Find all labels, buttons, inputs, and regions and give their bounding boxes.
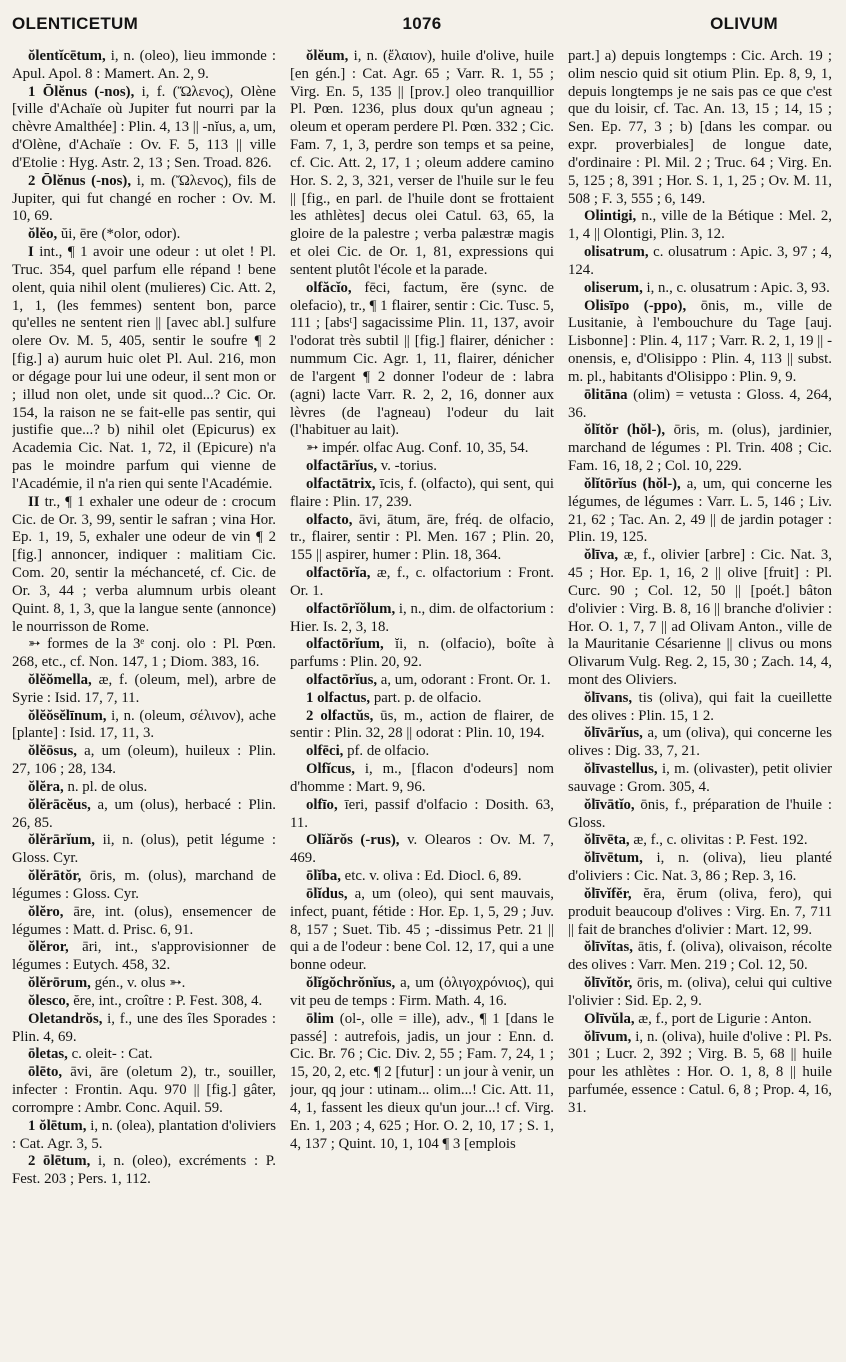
dictionary-entry <box>290 708 554 744</box>
entry-headword: ŏlīvum, <box>584 1028 632 1045</box>
entry-definition: ĕre, int., croître : P. Fest. 308, 4. <box>69 992 263 1009</box>
dictionary-entry <box>568 298 832 387</box>
entry-definition: i, n., c. olusatrum : Apic. 3, 93. <box>642 279 830 296</box>
dictionary-entry <box>568 832 832 850</box>
entry-definition: i, n. (ἔλαιον), huile d'olive, huile [en gén.] : Cat. Agr. 65 ; Varr. R. 1, 55 ; Virg. En. 5, 135 || [prov.] oleo tranquillior Pl. Pœn. 1236, plus doux qu'un agneau ; oleum et operam perdere Pl. Pœn. 332 ; Cic. Fam. 7, 1, 3, perdre son temps et sa peine, cf. Cic. Att. 2, 17, 1 ; oleum addere camino Hor. S. 2, 3, 321, verser de l'huile sur le feu || [fig., en parl. de l'huile dont se frottaient les athlètes] decus olei Catul. 63, 65, la gloire de la palestre ; verba palæstræ magis et olei Cic. de Or. 1, 81, expressions qui sentent plutôt l'école et la parade. <box>290 48 554 278</box>
entry-headword: 2 Ōlĕnus (-nos), <box>28 172 132 189</box>
dictionary-entry <box>290 868 554 886</box>
entry-definition: part.] a) depuis longtemps : Cic. Arch. 19 ; olim nescio quid sit otium Plin. Ep. 8, 9, 1, depuis longtemps je ne sais pas ce que c'est que du loisir, cf. Tac. An. 13, 15 ; 14, 15 ; Sen. Ep. 77, 3 ; b) [dans les compar. ou expr. proverbiales] de longue date, d'ordinaire : Pl. Mil. 2 ; Truc. 64 ; Virg. En. 5, 125 ; 8, 391 ; Hor. S. 1, 1, 25 ; Ov. M. 11, 508 ; F. 3, 555 ; 6, 149. <box>568 48 832 207</box>
dictionary-entry <box>568 939 832 975</box>
entry-headword: ŏlĭtōrĭus (hŏl-), <box>584 475 681 492</box>
entry-headword: 1 ŏlētum, <box>28 1117 87 1134</box>
entry-headword: Oletandrŏs, <box>28 1010 103 1027</box>
entry-definition: a, um (oliva), qui concerne les olives : Dig. 33, 7, 21. <box>568 725 832 760</box>
entry-headword: ŏlĕra, <box>28 778 64 795</box>
entry-headword: ŏlĭgŏchrŏnĭus, <box>306 975 396 992</box>
dictionary-entry <box>568 422 832 475</box>
dictionary-entry <box>12 244 276 494</box>
entry-headword: olisatrum, <box>584 244 649 261</box>
entry-headword: olfactōrĭa, <box>306 565 371 582</box>
entry-headword: ōlĭba, <box>306 868 341 885</box>
entry-headword: oliserum, <box>584 279 643 296</box>
dictionary-entry <box>568 975 832 1011</box>
entry-headword: Olĭărŏs (-rus), <box>306 832 400 849</box>
entry-definition: fēci, factum, ĕre (sync. de olefacio), tr., ¶ 1 flairer, sentir : Cic. Tusc. 5, 111 ; [absᵗ] sagacissime Plin. 11, 137, avoir l'odorat très subtil || [fig.] flairer, dénicher : nummum Cic. Agr. 1, 11, flairer, dénicher de l'argent ¶ 2 donner l'odeur de : labra (agni) lacte Varr. R. 2, 2, 16, donner aux lèvres (de l'agneau) l'odeur du lait (l'habituer au lait). <box>290 279 554 439</box>
dictionary-entry <box>568 886 832 939</box>
dictionary-entry <box>290 797 554 833</box>
dictionary-entry <box>290 761 554 797</box>
dictionary-entry <box>568 850 832 886</box>
entry-definition: a, um (olus), herbacé : Plin. 26, 85. <box>12 796 276 831</box>
entry-headword: ŏlīvārĭus, <box>584 725 643 742</box>
entry-headword: I <box>28 244 34 261</box>
entry-headword: Olīvŭla, <box>584 1010 635 1027</box>
dictionary-entry <box>12 939 276 975</box>
dictionary-entry <box>12 48 276 84</box>
dictionary-entry <box>290 743 554 761</box>
entry-definition: v. Olearos : Ov. M. 7, 469. <box>290 832 554 867</box>
dictionary-entry <box>568 690 832 726</box>
entry-headword: ŏlĕrārĭum, <box>28 832 95 849</box>
dictionary-entry <box>568 725 832 761</box>
dictionary-entry <box>12 226 276 244</box>
entry-definition: ĕra, ĕrum (oliva, fero), qui produit beaucoup d'olives : Virg. En. 7, 711 || fait de branches d'olivier : Mart. 12, 99. <box>568 885 832 938</box>
entry-headword: ŏlĕrōrum, <box>28 975 91 992</box>
entry-definition: c. oleit- : Cat. <box>67 1046 153 1063</box>
page-number: 1076 <box>402 14 442 33</box>
entry-definition: æ, f., port de Ligurie : Anton. <box>634 1010 812 1027</box>
entry-definition: ➳ impér. olfac Aug. Conf. 10, 35, 54. <box>306 440 529 457</box>
entry-definition: ĭi, n. (olfacio), boîte à parfums : Plin. 20, 92. <box>290 636 554 671</box>
dictionary-entry <box>12 904 276 940</box>
entry-headword: ŏlīva, <box>584 547 619 564</box>
entry-definition: n. pl. de olus. <box>63 778 148 795</box>
entry-headword: ŏlīvātĭo, <box>584 796 635 813</box>
entry-headword: olfacto, <box>306 511 353 528</box>
entry-definition: gén., v. olus ➳. <box>90 975 186 992</box>
entry-definition: i, m., [flacon d'odeurs] nom d'homme : Mart. 9, 96. <box>290 761 554 795</box>
entry-headword: ŏlentĭcētum, <box>28 48 106 64</box>
dictionary-entry <box>12 832 276 868</box>
entry-definition: i, m. (olivaster), petit olivier sauvage : Grom. 305, 4. <box>568 761 832 795</box>
entry-definition: v. -torius. <box>377 458 437 475</box>
entry-definition: ōnis, f., préparation de l'huile : Gloss. <box>568 796 832 831</box>
dictionary-entry <box>568 1029 832 1118</box>
entry-headword: ŏlĕŏmella, <box>28 671 92 688</box>
entry-headword: 1 olfactus, <box>306 689 371 706</box>
header-right-guide-word: OLIVUM <box>710 14 778 33</box>
dictionary-entry <box>568 547 832 690</box>
entry-headword: olfīo, <box>306 796 338 813</box>
entry-definition: i, n. (olea), plantation d'oliviers : Cat. Agr. 3, 5. <box>12 1117 276 1152</box>
entry-headword: Olintigi, <box>584 208 637 225</box>
entry-headword: ŏlĕror, <box>28 939 69 956</box>
entry-headword: ŏlĕum, <box>306 48 349 64</box>
entry-headword: ōlēto, <box>28 1064 63 1081</box>
entry-headword: 2 olfactŭs, <box>306 707 374 724</box>
entry-definition: a, um, odorant : Front. Or. 1. <box>377 671 551 688</box>
entry-headword: ōlĭdus, <box>306 885 348 902</box>
entry-definition: a, um (oleum), huileux : Plin. 27, 106 ; 28, 134. <box>12 743 276 778</box>
entry-headword: ŏlīvēta, <box>584 832 630 849</box>
entry-headword: ŏlīvans, <box>584 689 633 706</box>
entry-headword: ŏlĕro, <box>28 903 64 920</box>
entry-definition: i, n. (oleo), excréments : P. Fest. 203 ; Pers. 1, 112. <box>12 1153 276 1188</box>
entry-definition: ➳ formes de la 3ᵉ conj. olo : Pl. Pœn. 268, etc., cf. Non. 147, 1 ; Diom. 383, 16. <box>12 636 276 671</box>
entry-headword: ŏlīvastellus, <box>584 761 658 778</box>
dictionary-entry <box>290 975 554 1011</box>
dictionary-entry <box>12 743 276 779</box>
entry-headword: ŏlĕŏsĕlīnum, <box>28 707 107 724</box>
entry-definition: n., ville de la Bétique : Mel. 2, 1, 4 || Olontigi, Plin. 3, 12. <box>568 208 832 243</box>
dictionary-entry <box>568 48 832 208</box>
entry-definition: i, n. (oliva), lieu planté d'oliviers : Cic. Nat. 3, 86 ; Rep. 3, 16. <box>568 850 832 885</box>
entry-definition: ōris, m. (olus), jardinier, marchand de légumes : Pl. Trin. 408 ; Cic. Fam. 16, 18, 2 ; Col. 10, 229. <box>568 422 832 475</box>
entry-headword: ōletas, <box>28 1046 68 1063</box>
entry-headword: ŏlīvĭfĕr, <box>584 885 632 902</box>
entry-headword: olfăcĭo, <box>306 279 352 296</box>
dictionary-entry <box>12 1153 276 1189</box>
entry-definition: i, m. (Ὤλενος), fils de Jupiter, qui fut changé en rocher : Ov. M. 10, 69. <box>12 172 276 225</box>
entry-definition: a, um (ὀλιγοχρόνιος), qui vit peu de temps : Firm. Math. 4, 16. <box>290 975 554 1009</box>
dictionary-entry <box>12 1064 276 1117</box>
entry-headword: ŏlĕōsus, <box>28 743 77 760</box>
column-1 <box>12 48 276 1360</box>
entry-definition: īcis, f. (olfacto), qui sent, qui flaire : Plin. 17, 239. <box>290 475 554 510</box>
dictionary-entry <box>568 761 832 797</box>
entry-definition: tis (oliva), qui fait la cueillette des olives : Plin. 15, 1 2. <box>568 689 832 724</box>
dictionary-entry <box>12 708 276 744</box>
entry-definition: i, n. (oliva), huile d'olive : Pl. Ps. 301 ; Lucr. 2, 392 ; Virg. B. 5, 68 || huile pour les athlètes : Hor. O. 1, 8, 8 || huile parfumée, essence : Catul. 6, 8 ; Prop. 4, 16, 31. <box>568 1028 832 1116</box>
dictionary-entry <box>12 173 276 226</box>
entry-headword: ōlim <box>306 1010 334 1027</box>
dictionary-entry <box>12 993 276 1011</box>
entry-headword: 2 ōlētum, <box>28 1153 91 1170</box>
entry-headword: olfactātrix, <box>306 475 376 492</box>
entry-headword: Olisīpo (-ppo), <box>584 297 687 314</box>
entry-definition: āri, int., s'approvisionner de légumes : Eutych. 458, 32. <box>12 939 276 974</box>
entry-headword: 1 Ōlĕnus (-nos), <box>28 83 135 100</box>
entry-definition: ōris, m. (oliva), celui qui cultive l'olivier : Sid. Ep. 2, 9. <box>568 975 832 1009</box>
page-header <box>12 14 832 48</box>
dictionary-entry <box>568 280 832 298</box>
entry-headword: ŏlĕrātŏr, <box>28 868 82 885</box>
dictionary-entry <box>12 1118 276 1154</box>
text-columns <box>12 48 832 1360</box>
dictionary-entry <box>290 280 554 440</box>
entry-headword: ōlitāna <box>584 386 628 403</box>
dictionary-entry <box>12 494 276 637</box>
dictionary-entry <box>290 601 554 637</box>
dictionary-entry <box>12 1011 276 1047</box>
dictionary-entry <box>290 458 554 476</box>
entry-definition: i, n. (oleum, σέλινον), ache [plante] : Isid. 17, 11, 3. <box>12 707 276 742</box>
dictionary-entry <box>290 512 554 565</box>
dictionary-entry <box>568 208 832 244</box>
dictionary-entry <box>12 868 276 904</box>
entry-definition: int., ¶ 1 avoir une odeur : ut olet ! Pl. Truc. 354, quel parfum elle répand ! bene olent, quia nihil olent (mulieres) Cic. Att. 2, 1, 1, (les femmes) sentent bon, parce qu'elles ne sentent rien || [avec abl.] sulfure olere Ov. M. 5, 405, sentir le soufre ¶ 2 [fig.] a) aurum huic olet Pl. Aul. 216, mon or dégage pour lui une odeur, il sent mon or ; illud non olet, unde sit quod...? Cic. Or. 154, la raison ne se fait-elle pas sentir, qui justifie que...? b) nihil olet (Epicurus) ex Academia Cic. Nat. 1, 72, il (Epicure) n'a pas le moindre parfum qui vienne de l'Académie, il n'a rien qui sente l'Académie. <box>12 244 276 492</box>
entry-definition: i, f. (Ὤλενος), Olène [ville d'Achaïe où Jupiter fut nourri par la chèvre Amalthée] : Plin. 4, 13 || -nĭus, a, um, d'Olène, d'Achaïe : Ov. F. 5, 113 || ville d'Etolie : Hyg. Astr. 2, 13 ; Sen. Troad. 826. <box>12 83 276 171</box>
entry-headword: ŏlesco, <box>28 992 70 1009</box>
entry-definition: æ, f. (oleum, mel), arbre de Syrie : Isid. 17, 7, 11. <box>12 671 276 706</box>
entry-headword: ŏlĕo, <box>28 226 58 243</box>
entry-definition: part. p. de olfacio. <box>370 689 482 706</box>
entry-headword: ŏlīvĭtŏr, <box>584 975 633 992</box>
entry-definition: æ, f., olivier [arbre] : Cic. Nat. 3, 45 ; Hor. Ep. 1, 16, 2 || olive [fruit] : Pl. Curc. 90 ; Col. 12, 50 || [poét.] bâton d'olivier : Virg. B. 8, 16 || branche d'olivier : Hor. O. 1, 7, 7 || ad Olivam Anton., ville de la Mauritanie Césarienne || clivus ou mons Olivarum Vulg. Reg. 2, 15, 30 ; Zach. 14, 4, mont des Oliviers. <box>568 547 832 688</box>
entry-definition: āvi, ātum, āre, fréq. de olfacio, tr., flairer, sentir : Pl. Men. 167 ; Plin. 20, 155 || aspirer, humer : Plin. 18, 364. <box>290 511 554 564</box>
entry-headword: olfactārĭus, <box>306 458 378 475</box>
entry-definition: ii, n. (olus), petit légume : Gloss. Cyr. <box>12 832 276 867</box>
entry-headword: ŏlĕrācĕus, <box>28 796 91 813</box>
dictionary-entry <box>568 476 832 547</box>
entry-definition: ātis, f. (oliva), olivaison, récolte des olives : Varr. Men. 219 ; Col. 12, 50. <box>568 939 832 974</box>
entry-definition: a, um, qui concerne les légumes, de légumes : Varr. L. 5, 146 ; Liv. 21, 62 ; Tac. An. 2, 49 || de jardin potager : Plin. 19, 125. <box>568 475 832 546</box>
dictionary-entry <box>290 476 554 512</box>
column-3 <box>568 48 832 1360</box>
entry-headword: II <box>28 493 40 510</box>
entry-headword: olfēci, <box>306 743 344 760</box>
entry-definition: i, n., dim. de olfactorium : Hier. Is. 2, 3, 18. <box>290 600 554 635</box>
column-2 <box>290 48 554 1360</box>
entry-definition: tr., ¶ 1 exhaler une odeur de : crocum Cic. de Or. 3, 99, sentir le safran ; vina Hor. Ep. 1, 19, 5, exhaler une odeur de vin ¶ 2 [fig.] annoncer, indiquer : malitiam Cic. Com. 20, sentir la méchanceté, cf. Cic. de Or. 3, 44 ; verba alumnum urbis oleant Quint. 8, 1, 3, que la langue sente (annonce) le nourrisson de Rome. <box>12 493 276 635</box>
entry-definition: ūs, m., action de flairer, de sentir : Plin. 32, 28 || odorat : Plin. 10, 194. <box>290 707 554 742</box>
entry-definition: īeri, passif d'olfacio : Dosith. 63, 11. <box>290 796 554 831</box>
dictionary-entry <box>290 832 554 868</box>
entry-definition: (olim) = vetusta : Gloss. 4, 264, 36. <box>568 386 832 421</box>
header-left-guide-word: OLENTICETUM <box>12 14 139 33</box>
dictionary-entry <box>290 672 554 690</box>
dictionary-entry <box>12 636 276 672</box>
dictionary-entry <box>12 672 276 708</box>
entry-headword: ŏlĭtŏr (hŏl-), <box>584 422 666 439</box>
entry-definition: c. olusatrum : Apic. 3, 97 ; 4, 124. <box>568 244 832 278</box>
dictionary-entry <box>290 440 554 458</box>
dictionary-entry <box>12 975 276 993</box>
entry-headword: olfactōrĭum, <box>306 636 384 653</box>
entry-definition: āre, int. (olus), ensemencer de légumes : Matt. d. Prisc. 6, 91. <box>12 903 276 938</box>
entry-definition: ŭi, ēre (*olor, odor). <box>57 226 181 243</box>
entry-definition: etc. v. oliva : Ed. Diocl. 6, 89. <box>340 868 522 885</box>
dictionary-entry <box>290 1011 554 1154</box>
entry-definition: pf. de olfacio. <box>343 743 430 760</box>
entry-definition: ōris, m. (olus), marchand de légumes : Gloss. Cyr. <box>12 868 276 902</box>
entry-definition: ōnis, m., ville de Lusitanie, à l'embouchure du Tage [auj. Lisbonne] : Plin. 4, 117 ; Varr. R. 2, 1, 19 || -onensis, e, d'Olisippo : Plin. 4, 113 || subst. m. pl., habitants d'Olisippo : Plin. 9, 9. <box>568 297 832 385</box>
dictionary-entry <box>568 387 832 423</box>
entry-definition: æ, f., c. olivitas : P. Fest. 192. <box>629 832 808 849</box>
dictionary-entry <box>12 84 276 173</box>
dictionary-entry <box>290 48 554 280</box>
dictionary-entry <box>568 797 832 833</box>
dictionary-entry <box>568 244 832 280</box>
entry-headword: olfactōrĭŏlum, <box>306 600 396 617</box>
entry-headword: olfactōrĭus, <box>306 671 378 688</box>
dictionary-entry <box>12 797 276 833</box>
dictionary-entry <box>568 1011 832 1029</box>
entry-definition: a, um (oleo), qui sent mauvais, infect, puant, fétide : Hor. Ep. 1, 5, 29 ; Juv. 8, 157 ; Suet. Tib. 45 ; -dissimus Petr. 21 || qui a de l'odeur : bene Col. 12, 17, qui a une bonne odeur. <box>290 885 554 974</box>
dictionary-entry <box>290 636 554 672</box>
entry-definition: i, f., une des îles Sporades : Plin. 4, 69. <box>12 1010 276 1045</box>
entry-definition: æ, f., c. olfactorium : Front. Or. 1. <box>290 565 554 599</box>
entry-definition: (ol-, olle = ille), adv., ¶ 1 [dans le passé] : autrefois, jadis, un jour : Enn. d. Cic. Br. 76 ; Cic. Div. 2, 55 ; Fam. 7, 24, 1 ; 15, 20, 2, etc. ¶ 2 [futur] : un jour à venir, un jour, qq jour : utinam... olim...! Cic. Att. 11, 4, 1, fassent les dieux qu'un jour...! cf. Virg. En. 1, 203 ; 4, 625 ; Hor. O. 2, 10, 17 ; S. 1, 4, 137 ; Quint. 10, 1, 104 ¶ 3 [emplois <box>290 1010 554 1152</box>
dictionary-entry <box>290 565 554 601</box>
dictionary-entry <box>12 779 276 797</box>
entry-headword: ŏlīvētum, <box>584 850 643 867</box>
dictionary-entry <box>12 1046 276 1064</box>
dictionary-entry <box>290 886 554 975</box>
entry-headword: ŏlīvĭtas, <box>584 939 633 956</box>
dictionary-entry <box>290 690 554 708</box>
entry-headword: Olfĭcus, <box>306 761 355 778</box>
entry-definition: āvi, āre (oletum 2), tr., souiller, infecter : Frontin. Aqu. 970 || [fig.] gâter, corrompre : Ambr. Conc. Aquil. 59. <box>12 1064 276 1116</box>
entry-definition: i, n. (oleo), lieu immonde : Apul. Apol. 8 : Mamert. An. 2, 9. <box>12 48 276 82</box>
